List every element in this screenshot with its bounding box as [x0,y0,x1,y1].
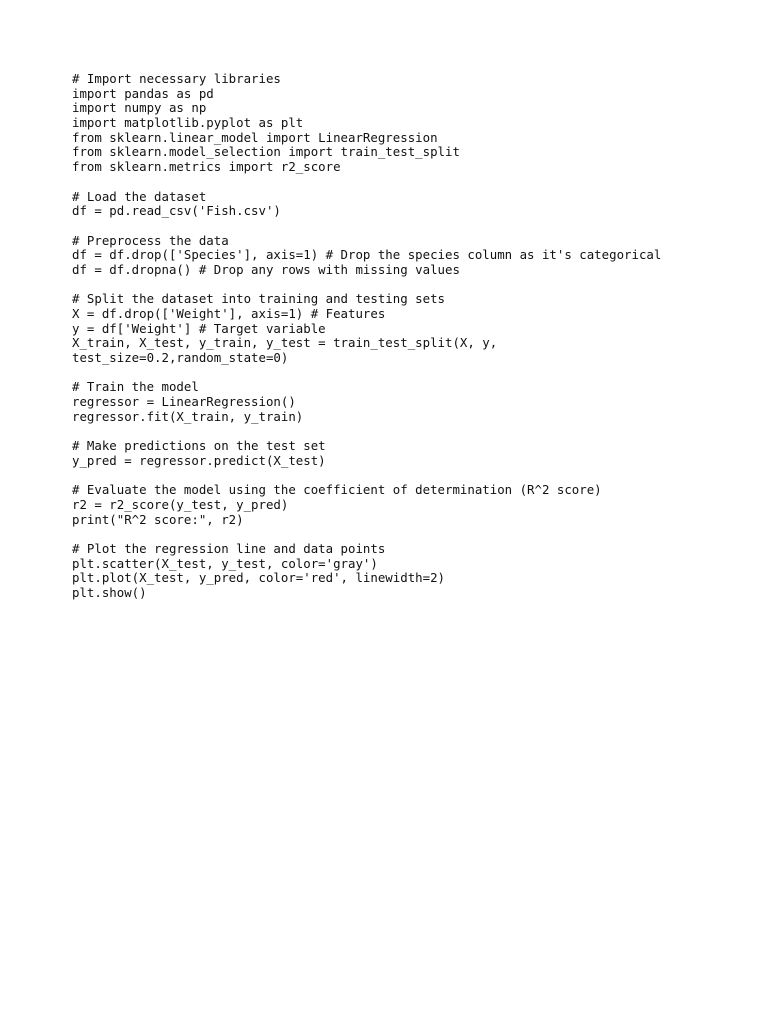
code-line [72,175,661,190]
code-line: from sklearn.metrics import r2_score [72,159,341,175]
code-block [72,72,661,601]
code-line: df = df.drop(['Species'], axis=1) # Drop the species column as it's categorical [72,247,662,263]
code-line: import numpy as np [72,100,207,116]
code-line: # Evaluate the model using the coefficient of determination (R^2 score) [72,482,602,498]
code-line: y = df['Weight'] # Target variable [72,320,326,336]
code-line: print("R^2 score:", r2) [72,511,244,527]
code-line [72,469,661,484]
code-line: import pandas as pd [72,85,214,101]
code-line: # Make predictions on the test set [72,438,326,454]
code-line [72,219,661,234]
code-line [72,366,661,381]
code-line: # Train the model [72,379,199,395]
code-line: from sklearn.linear_model import LinearRegression [72,129,438,145]
code-line: # Load the dataset [72,188,207,204]
code-line: # Split the dataset into training and testing sets [72,291,445,307]
code-line: regressor.fit(X_train, y_train) [72,408,304,424]
code-line: plt.scatter(X_test, y_test, color='gray') [72,555,378,571]
code-line: r2 = r2_score(y_test, y_pred) [72,496,289,512]
code-line: df = pd.read_csv('Fish.csv') [72,203,281,219]
code-line: from sklearn.model_selection import train_test_split [72,144,460,160]
code-line [72,278,661,293]
code-line: plt.show() [72,585,147,601]
code-line: regressor = LinearRegression() [72,394,296,410]
code-line: X_train, X_test, y_train, y_test = train_test_split(X, y, [72,335,498,351]
code-line: # Preprocess the data [72,232,229,248]
code-line: import matplotlib.pyplot as plt [72,115,304,131]
code-line: plt.plot(X_test, y_pred, color='red', linewidth=2) [72,570,445,586]
code-line [72,425,661,440]
code-line: X = df.drop(['Weight'], axis=1) # Features [72,306,386,321]
code-line: df = df.dropna() # Drop any rows with missing values [72,261,460,277]
code-line: # Import necessary libraries [72,71,281,86]
code-line: test_size=0.2,random_state=0) [72,350,289,366]
code-line: y_pred = regressor.predict(X_test) [72,452,326,468]
code-line [72,527,661,542]
code-line: # Plot the regression line and data points [72,541,386,556]
